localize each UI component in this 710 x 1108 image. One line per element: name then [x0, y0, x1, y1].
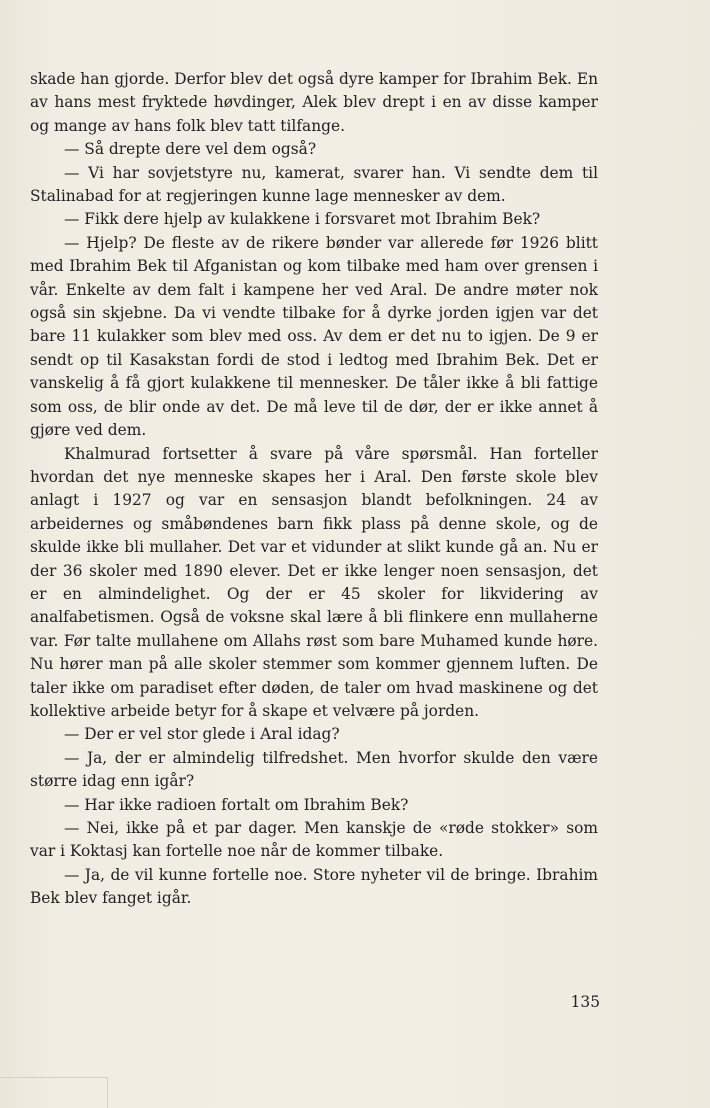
paragraph-6: Khalmurad fortsetter å svare på våre spørsmål. Han forteller hvordan det nye menneske skapes her i Aral. Den første skole blev anlagt i 1927 og var en sensasjon blandt befolkningen. 24 av arbeidernes og småbøndenes barn fikk plass på denne skole, og de skulde ikke bli mullaher. Det var et vidunder at slikt kunde gå an. Nu er der 36 skoler med 1890 elever. Det er ikke lenger noen sensasjon, det er en almindelighet. Og der er 45 skoler for likvidering av analfabetismen. Også de voksne skal lære å bli flinkere enn mullaherne var. Før talte mullahene om Allahs røst som bare Muhamed kunde høre. Nu hører man på alle skoler stemmer som kommer gjennem luften. De taler ikke om paradiset efter døden, de taler om hvad maskinene og det kollektive arbeide betyr for å skape et velvære på jorden.	[30, 444, 598, 720]
body-text	[30, 68, 598, 911]
paragraph-2: — Så drepte dere vel dem også?	[64, 140, 317, 159]
paragraph-7: — Der er vel stor glede i Aral idag?	[64, 725, 340, 744]
paragraph-4: — Fikk dere hjelp av kulakkene i forsvaret mot Ibrahim Bek?	[64, 210, 541, 229]
paragraph-8: — Ja, der er almindelig tilfredshet. Men hvorfor skulde den være større idag enn igår?	[30, 748, 598, 791]
scan-edge-line-horizontal	[0, 1077, 108, 1078]
paragraph-1: skade han gjorde. Derfor blev det også dyre kamper for Ibrahim Bek. En av hans mest fryktede høvdinger, Alek blev drept i en av disse kamper og mange av hans folk blev tatt tilfange.	[30, 70, 598, 135]
page-number: 135	[570, 993, 600, 1011]
paragraph-11: — Ja, de vil kunne fortelle noe. Store nyheter vil de bringe. Ibrahim Bek blev fanget igår.	[30, 865, 598, 908]
paragraph-10: — Nei, ikke på et par dager. Men kanskje de «røde stokker» som var i Koktasj kan fortelle noe når de kommer tilbake.	[30, 819, 598, 861]
paragraph-9: — Har ikke radioen fortalt om Ibrahim Bek?	[64, 795, 409, 814]
scan-edge-line-vertical	[107, 1078, 108, 1108]
paragraph-5: — Hjelp? De fleste av de rikere bønder var allerede før 1926 blitt med Ibrahim Bek til Afganistan og kom tilbake med ham over grensen i vår. Enkelte av dem falt i kampene her ved Aral. De andre møter nok også sin skjebne. Da vi vendte tilbake for å dyrke jorden igjen var det bare 11 kulakker som blev med oss. Av dem er det nu to igjen. De 9 er sendt op til Kasakstan fordi de stod i ledtog med Ibrahim Bek. Det er vanskelig å få gjort kulakkene til mennesker. De tåler ikke å bli fattige som oss, de blir onde av det. De må leve til de dør, der er ikke annet å gjøre ved dem.	[30, 233, 598, 440]
paragraph-3: — Vi har sovjetstyre nu, kamerat, svarer han. Vi sendte dem til Stalinabad for at regjeringen kunne lage mennesker av dem.	[30, 163, 598, 206]
